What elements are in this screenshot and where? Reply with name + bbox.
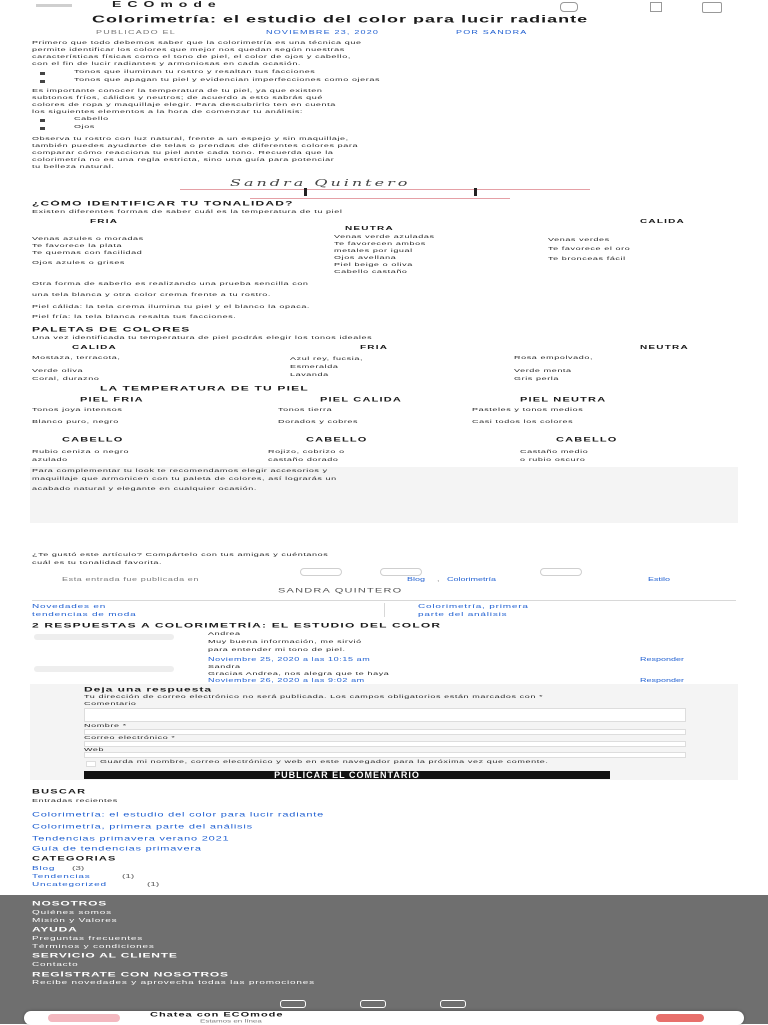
column-heading: FRÍA bbox=[90, 219, 119, 225]
column-line: Venas verdes bbox=[548, 237, 610, 242]
footer-heading: NOSOTROS bbox=[32, 900, 108, 907]
list-item: Cabello bbox=[74, 116, 109, 121]
column-line: Castaño medio bbox=[520, 449, 589, 454]
column-heading: CABELLO bbox=[62, 437, 124, 444]
column-line: Mostaza, terracota, bbox=[32, 355, 121, 360]
category-item bbox=[32, 874, 332, 882]
column-heading: NEUTRA bbox=[640, 345, 689, 351]
paragraph-line: Piel fría: la tela blanca resalta tus facciones. bbox=[32, 314, 237, 319]
column-line: metales por igual bbox=[334, 248, 413, 253]
column-line: o rubio oscuro bbox=[520, 457, 586, 462]
comment-date-link[interactable]: Noviembre 26, 2020 a las 9:02 am bbox=[208, 678, 365, 684]
comment-avatar bbox=[34, 666, 174, 672]
column-line: Venas verde azuladas bbox=[334, 234, 435, 239]
category-count: (3) bbox=[72, 866, 85, 872]
column-line: Rosa empolvado, bbox=[514, 355, 594, 360]
box-line: maquillaje que armonicen con tu paleta de colores, así lograrás un bbox=[32, 476, 337, 481]
instagram-icon[interactable] bbox=[360, 1000, 386, 1008]
comment-avatar bbox=[34, 634, 174, 640]
column-line: Ojos azules o grises bbox=[32, 260, 126, 265]
categories-title: CATEGORÍAS bbox=[32, 856, 117, 863]
column-line: Azul rey, fucsia, bbox=[290, 356, 364, 361]
chat-sub: Estamos en línea bbox=[200, 1019, 262, 1024]
paragraph-line: Observa tu rostro con luz natural, frente a un espejo y sin maquillaje, bbox=[32, 136, 349, 141]
share-line: cuál es tu tonalidad favorita. bbox=[32, 560, 163, 565]
bullet-icon bbox=[40, 119, 45, 122]
paragraph-line: los siguientes elementos a la hora de comenzar tu análisis: bbox=[32, 109, 304, 114]
column-heading: PIEL CÁLIDA bbox=[320, 397, 403, 404]
next-post-link[interactable]: Colorimetría, primera bbox=[418, 604, 529, 610]
comment-reply-link[interactable]: Responder bbox=[640, 657, 685, 663]
submit-comment-button[interactable]: PUBLICAR EL COMENTARIO bbox=[84, 771, 610, 779]
column-line: Cabello castaño bbox=[334, 269, 408, 274]
form-title: Deja una respuesta bbox=[84, 686, 213, 693]
search-widget-title: BUSCAR bbox=[32, 789, 87, 796]
comment-label: Comentario bbox=[84, 701, 137, 706]
column-heading: CÁLIDA bbox=[640, 219, 685, 225]
column-heading: FRÍA bbox=[360, 345, 389, 351]
category-link[interactable]: Blog bbox=[407, 577, 426, 583]
column-line: Venas azules o moradas bbox=[32, 236, 144, 241]
facebook-icon[interactable] bbox=[280, 1000, 306, 1008]
recent-intro: Entradas recientes bbox=[32, 798, 118, 803]
whatsapp-icon[interactable] bbox=[440, 1000, 466, 1008]
comment-line: Sandra bbox=[208, 664, 241, 669]
section-title: PALETAS DE COLORES bbox=[32, 326, 191, 333]
column-line: castaño dorado bbox=[268, 457, 339, 462]
column-line: Coral, durazno bbox=[32, 376, 100, 381]
footer-link[interactable]: Preguntas frecuentes bbox=[32, 936, 144, 942]
column-line: Te favorece el oro bbox=[548, 246, 631, 251]
section-subtitle: Una vez identificada tu temperatura de piel podrás elegir los tonos ideales bbox=[32, 335, 373, 340]
column-line: Te bronceas fácil bbox=[548, 256, 626, 261]
meta-prefix: PUBLICADO EL bbox=[96, 30, 176, 36]
comments-title: 2 RESPUESTAS A COLORIMETRÍA: EL ESTUDIO DEL COLOR bbox=[32, 622, 442, 629]
footer-link[interactable]: Contacto bbox=[32, 962, 79, 968]
footer-link[interactable]: Quiénes somos bbox=[32, 910, 112, 916]
section-title: LA TEMPERATURA DE TU PIEL bbox=[100, 385, 309, 392]
name-label: Nombre * bbox=[84, 723, 127, 728]
category-link[interactable]: Uncategorized bbox=[32, 882, 107, 888]
list-item: Tonos que iluminan tu rostro y resaltan tus facciones bbox=[74, 69, 316, 74]
column-line: Te quemas con facilidad bbox=[32, 250, 143, 255]
column-heading: CÁLIDA bbox=[72, 345, 117, 351]
category-item bbox=[32, 882, 332, 890]
footer-link[interactable]: Misión y Valores bbox=[32, 918, 118, 924]
recent-post-link[interactable]: Colorimetría: el estudio del color para lucir radiante bbox=[32, 812, 325, 819]
footer-heading: AYUDA bbox=[32, 926, 78, 933]
column-heading: CABELLO bbox=[556, 437, 618, 444]
column-line: azulado bbox=[32, 457, 68, 462]
intro-line: permite identificar los colores que mejor nos quedan según nuestras bbox=[32, 47, 345, 52]
bullet-icon bbox=[40, 72, 45, 75]
recent-post-link[interactable]: Colorimetría, primera parte del análisis bbox=[32, 824, 253, 831]
chat-avatar bbox=[48, 1014, 120, 1022]
article-title: Colorimetría: el estudio del color para lucir radiante bbox=[92, 14, 589, 24]
column-line: Pasteles y tonos medios bbox=[472, 407, 584, 412]
column-heading: CABELLO bbox=[306, 437, 368, 444]
intro-line: características físicas como el tono de piel, el color de ojos y cabello, bbox=[32, 54, 351, 59]
comment-line: Gracias Andrea, nos alegra que te haya bbox=[208, 671, 390, 676]
column-line: Piel beige o oliva bbox=[334, 262, 413, 267]
checkbox-label: Guarda mi nombre, correo electrónico y web en este navegador para la próxima vez que comente. bbox=[100, 759, 549, 764]
category-link[interactable]: Estilo bbox=[648, 577, 671, 583]
comment-textarea[interactable] bbox=[84, 708, 686, 722]
categories-separator: , bbox=[437, 577, 440, 583]
column-heading: PIEL NEUTRA bbox=[520, 397, 607, 404]
recent-post-link[interactable]: Guía de tendencias primavera bbox=[32, 846, 202, 853]
form-note: Tu dirección de correo electrónico no será publicada. Los campos obligatorios están marcados con * bbox=[84, 694, 544, 699]
comment-line: Andrea bbox=[208, 631, 241, 636]
comment-line: Muy buena información, me sirvió bbox=[208, 639, 362, 644]
recent-post-link[interactable]: Tendencias primavera verano 2021 bbox=[32, 836, 230, 843]
column-line: Verde menta bbox=[514, 368, 572, 373]
column-line: Rubio ceniza o negro bbox=[32, 449, 130, 454]
list-item: Ojos bbox=[74, 124, 95, 129]
paragraph-line: Es importante conocer la temperatura de tu piel, ya que existen bbox=[32, 88, 323, 93]
column-heading: NEUTRA bbox=[345, 226, 394, 232]
header bbox=[0, 0, 768, 14]
column-line: Esmeralda bbox=[290, 364, 339, 369]
meta-date-link[interactable]: NOVIEMBRE 23, 2020 bbox=[266, 30, 380, 36]
box-line: Para complementar tu look te recomendamos elegir accesorios y bbox=[32, 468, 328, 473]
category-item bbox=[32, 866, 332, 874]
hamburger-icon[interactable] bbox=[36, 4, 72, 7]
list-item: Tonos que apagan tu piel y evidencian imperfecciones como ojeras bbox=[74, 77, 381, 82]
cart-icon[interactable] bbox=[702, 2, 722, 13]
prev-post-link[interactable]: Novedades en bbox=[32, 604, 107, 610]
category-link[interactable]: Blog bbox=[32, 866, 56, 872]
chat-open-icon[interactable] bbox=[656, 1014, 704, 1022]
column-line: Te favorecen ambos bbox=[334, 241, 426, 246]
save-info-checkbox[interactable] bbox=[86, 761, 96, 767]
bullet-icon bbox=[40, 80, 45, 83]
comment-date-link[interactable]: Noviembre 25, 2020 a las 10:15 am bbox=[208, 657, 371, 663]
comment-reply-link[interactable]: Responder bbox=[640, 678, 685, 684]
share-pinterest-button[interactable] bbox=[540, 568, 582, 576]
categories-prefix: Esta entrada fue publicada en bbox=[62, 577, 199, 583]
paragraph-line: Otra forma de saberlo es realizando una prueba sencilla con bbox=[32, 281, 309, 286]
meta-author-link[interactable]: POR SANDRA bbox=[456, 30, 528, 36]
column-line: Blanco puro, negro bbox=[32, 419, 119, 424]
web-label: Web bbox=[84, 747, 105, 752]
web-field[interactable] bbox=[84, 752, 686, 758]
category-link[interactable]: Tendencias bbox=[32, 874, 91, 880]
category-count: (1) bbox=[122, 874, 135, 880]
column-line: Ojos avellana bbox=[334, 255, 397, 260]
site-logo[interactable]: ECOmode bbox=[112, 0, 222, 9]
chat-label[interactable]: Chatea con ECOmode bbox=[150, 1012, 284, 1019]
column-line: Tonos joya intensos bbox=[32, 407, 123, 412]
email-field[interactable] bbox=[84, 741, 686, 747]
next-post-title[interactable]: parte del análisis bbox=[418, 612, 508, 618]
column-line: Gris perla bbox=[514, 376, 560, 381]
divider bbox=[32, 600, 736, 601]
share-line: ¿Te gustó este artículo? Compártelo con tus amigas y cuéntanos bbox=[32, 552, 329, 557]
footer-heading: REGÍSTRATE CON NOSOTROS bbox=[32, 971, 229, 978]
paragraph-line: colores de ropa y maquillaje elegir. Para descubrirlo ten en cuenta bbox=[32, 102, 336, 107]
column-heading: PIEL FRÍA bbox=[80, 397, 144, 404]
section-subtitle: Existen diferentes formas de saber cuál es la temperatura de tu piel bbox=[32, 209, 343, 214]
share-twitter-button[interactable] bbox=[380, 568, 422, 576]
column-line: Tonos tierra bbox=[278, 407, 333, 412]
divider bbox=[384, 603, 385, 617]
intro-line: Primero que todo debemos saber que la colorimetría es una técnica que bbox=[32, 40, 362, 45]
paragraph-line: Piel cálida: la tela crema ilumina tu piel y el blanco la opaca. bbox=[32, 304, 311, 309]
search-icon[interactable] bbox=[560, 2, 578, 12]
user-icon[interactable] bbox=[650, 2, 662, 12]
column-line: Dorados y cobres bbox=[278, 419, 359, 424]
intro-line: con el fin de lucir radiantes y armoniosas en cada ocasión. bbox=[32, 61, 302, 66]
paragraph-line: también puedes ayudarte de telas o prendas de diferentes colores para bbox=[32, 143, 359, 148]
bullet-icon bbox=[40, 127, 45, 130]
column-line: Lavanda bbox=[290, 372, 329, 377]
paragraph-line: colorimetría no es una regla estricta, sino una guía para potenciar bbox=[32, 157, 335, 162]
signature-text: Sandra Quintero bbox=[230, 178, 411, 188]
footer-text: Recibe novedades y aprovecha todas las promociones bbox=[32, 980, 315, 986]
article-meta bbox=[96, 30, 676, 38]
footer-link[interactable]: Términos y condiciones bbox=[32, 944, 155, 950]
column-line: Verde oliva bbox=[32, 368, 84, 373]
categories-line bbox=[62, 577, 712, 585]
paragraph-line: una tela blanca y otra color crema frente a tu rostro. bbox=[32, 292, 272, 297]
column-line: Rojizo, cobrizo o bbox=[268, 449, 345, 454]
chat-widget[interactable] bbox=[24, 1011, 744, 1025]
share-facebook-button[interactable] bbox=[300, 568, 342, 576]
comment-line: para entender mi tono de piel. bbox=[208, 647, 346, 652]
paragraph-line: tu belleza natural. bbox=[32, 164, 115, 169]
category-count: (1) bbox=[147, 882, 160, 888]
email-label: Correo electrónico * bbox=[84, 735, 176, 740]
category-link[interactable]: Colorimetría bbox=[447, 577, 497, 583]
column-line: Te favorece la plata bbox=[32, 243, 123, 248]
author-name[interactable]: SANDRA QUINTERO bbox=[278, 588, 403, 595]
section-title: ¿CÓMO IDENTIFICAR TU TONALIDAD? bbox=[32, 200, 294, 207]
footer-heading: SERVICIO AL CLIENTE bbox=[32, 952, 178, 959]
prev-post-title[interactable]: tendencias de moda bbox=[32, 612, 137, 618]
paragraph-line: subtonos fríos, cálidos y neutros; de acuerdo a esto sabrás qué bbox=[32, 95, 323, 100]
column-line: Casi todos los colores bbox=[472, 419, 574, 424]
paragraph-line: comparar cómo reacciona tu piel ante cada tono. Recuerda que la bbox=[32, 150, 334, 155]
box-line: acabado natural y elegante en cualquier ocasión. bbox=[32, 486, 257, 491]
